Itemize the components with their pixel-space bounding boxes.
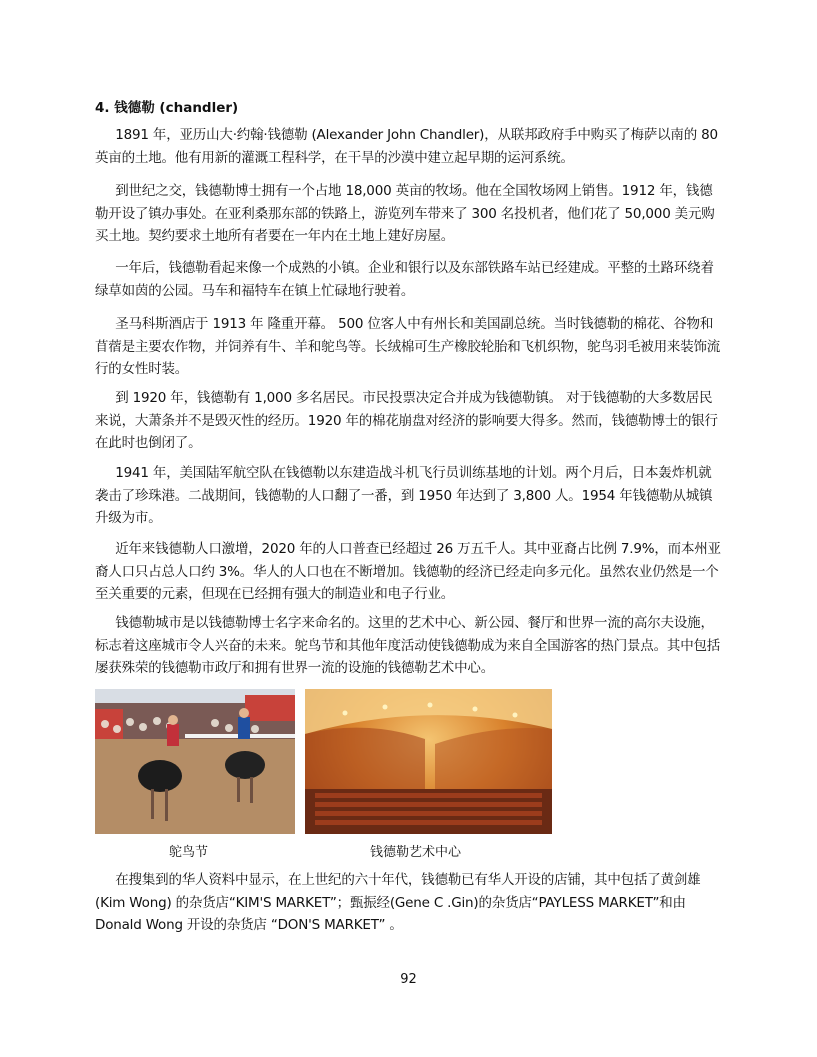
paragraph-9: 在搜集到的华人资料中显示，在上世纪的六十年代，钱德勒已有华人开设的店铺，其中包括了黄剑雄(Kim Wong) 的杂货店“KIM'S MARKET”；甄振经(Gene C .Gin)的杂货店“PAYLESS MARKET”和由 Donald Wong 开设的杂货店 “DON'S MARKET” 。 bbox=[95, 872, 701, 933]
paragraph-8: 钱德勒城市是以钱德勒博士名字来命名的。这里的艺术中心、新公园、餐厅和世界一流的高尔夫设施，标志着这座城市令人兴奋的未来。鸵鸟节和其他年度活动使钱德勒成为来自全国游客的热门景点。其中包括屡获殊荣的钱德勒市政厅和拥有世界一流的设施的钱德勒艺术中心。 bbox=[95, 615, 721, 676]
paragraph-5: 到 1920 年，钱德勒有 1,000 多名居民。市民投票决定合并成为钱德勒镇。 对于钱德勒的大多数居民来说，大萧条并不是毁灭性的经历。1920 年的棉花崩盘对经济的影响要大得多。然而，钱德勒博士的银行在此时也倒闭了。 bbox=[95, 390, 718, 451]
arts-center-photo bbox=[305, 689, 552, 834]
page-number: 92 bbox=[400, 972, 417, 987]
section-heading: 4. 钱德勒 (chandler) bbox=[95, 100, 239, 116]
paragraph-6: 1941 年，美国陆军航空队在钱德勒以东建造战斗机飞行员训练基地的计划。两个月后，日本轰炸机就袭击了珍珠港。二战期间，钱德勒的人口翻了一番，到 1950 年达到了 3,800 人。1954 年钱德勒从城镇升级为市。 bbox=[95, 465, 713, 526]
paragraph-3: 一年后，钱德勒看起来像一个成熟的小镇。企业和银行以及东部铁路车站已经建成。平整的土路环绕着绿草如茵的公园。马车和福特车在镇上忙碌地行驶着。 bbox=[95, 260, 714, 299]
ostrich-festival-photo bbox=[95, 689, 295, 834]
photo-caption-arts-center: 钱德勒艺术中心 bbox=[370, 845, 462, 860]
paragraph-4: 圣马科斯酒店于 1913 年 隆重开幕。 500 位客人中有州长和美国副总统。当时钱德勒的棉花、谷物和苜蓿是主要农作物，并饲养有牛、羊和鸵鸟等。长绒棉可生产橡胶轮胎和飞机织物，鸵鸟羽毛被用来装饰流行的女性时装。 bbox=[95, 316, 721, 377]
paragraph-2: 到世纪之交，钱德勒博士拥有一个占地 18,000 英亩的牧场。他在全国牧场网上销售。1912 年，钱德勒开设了镇办事处。在亚利桑那东部的铁路上，游览列车带来了 300 名投机者，他们花了 50,000 美元购买土地。契约要求土地所有者要在一年内在土地上建好房屋。 bbox=[95, 183, 715, 244]
photo-caption-ostrich: 鸵鸟节 bbox=[169, 845, 209, 860]
paragraph-7: 近年来钱德勒人口激增，2020 年的人口普查已经超过 26 万五千人。其中亚裔占比例 7.9%，而本州亚裔人口只占总人口约 3%。华人的人口也在不断增加。钱德勒的经济已经走向多元化。虽然农业仍然是一个至关重要的元素，但现在已经拥有强大的制造业和电子行业。 bbox=[95, 541, 721, 602]
paragraph-1: 1891 年，亚历山大·约翰·钱德勒 (Alexander John Chandler)，从联邦政府手中购买了梅萨以南的 80 英亩的土地。他有用新的灌溉工程科学，在干旱的沙漠中建立起早期的运河系统。 bbox=[95, 127, 718, 166]
